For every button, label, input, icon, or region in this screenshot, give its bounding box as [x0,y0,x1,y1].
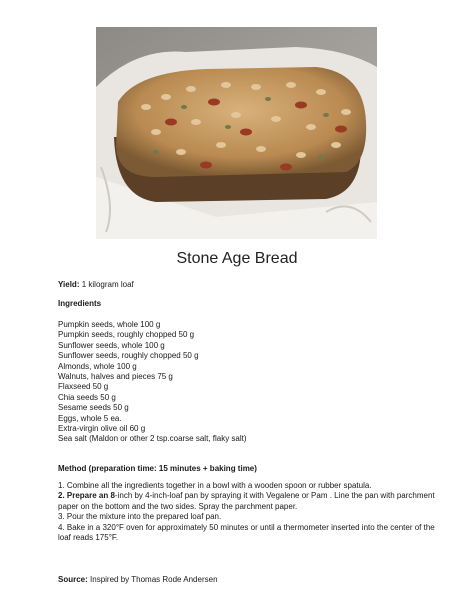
bread-photo [96,27,377,239]
ingredient-item: Pumpkin seeds, whole 100 g [58,320,161,329]
yield-label: Yield: [58,280,80,289]
step-2-lead: 2. Prepare an 8 [58,491,115,501]
step-3: 3. Pour the mixture into the prepared loaf pan. [58,512,222,522]
ingredients-list [58,320,438,445]
source-label: Source: [58,575,88,584]
ingredients-heading: Ingredients [58,299,102,308]
ingredient-item: Sesame seeds 50 g [58,403,129,413]
source-line [58,575,438,585]
step-1: 1. Combine all the ingredients together in a bowl with a wooden spoon or rubber spatula. [58,481,372,490]
method-heading: Method (preparation time: 15 minutes + baking time) [58,464,257,473]
ingredient-item: Almonds, whole 100 g [58,361,137,371]
ingredient-item: Sunflower seeds, whole 100 g [58,340,165,350]
yield-value: 1 kilogram loaf [81,280,134,289]
step-4: 4. Bake in a 320°F oven for approximately 50 minutes or until a thermometer inserted into the center of the loaf reads 175°F. [58,522,435,543]
step-2-text: -inch by 4-inch-loaf pan by spraying it with Vegalene or Pam . Line the pan with parchment paper on the bottom and the two sides. Spray the parchment paper. [58,491,435,511]
ingredient-item: Chia seeds 50 g [58,392,116,402]
ingredient-item: Eggs, whole 5 ea. [58,413,122,423]
ingredient-item: Pumpkin seeds, roughly chopped 50 g [58,330,195,340]
ingredient-item: Walnuts, halves and pieces 75 g [58,372,173,382]
method-steps [58,481,438,543]
ingredient-item: Sea salt (Maldon or other 2 tsp.coarse salt, flaky salt) [58,434,247,444]
ingredient-item: Extra-virgin olive oil 60 g [58,424,146,434]
source-value: Inspired by Thomas Rode Andersen [90,575,218,584]
ingredient-item: Sunflower seeds, roughly chopped 50 g [58,351,199,361]
recipe-title: Stone Age Bread [176,250,298,267]
yield-line [58,280,438,290]
step-2 [58,491,438,512]
ingredient-item: Flaxseed 50 g [58,382,109,392]
